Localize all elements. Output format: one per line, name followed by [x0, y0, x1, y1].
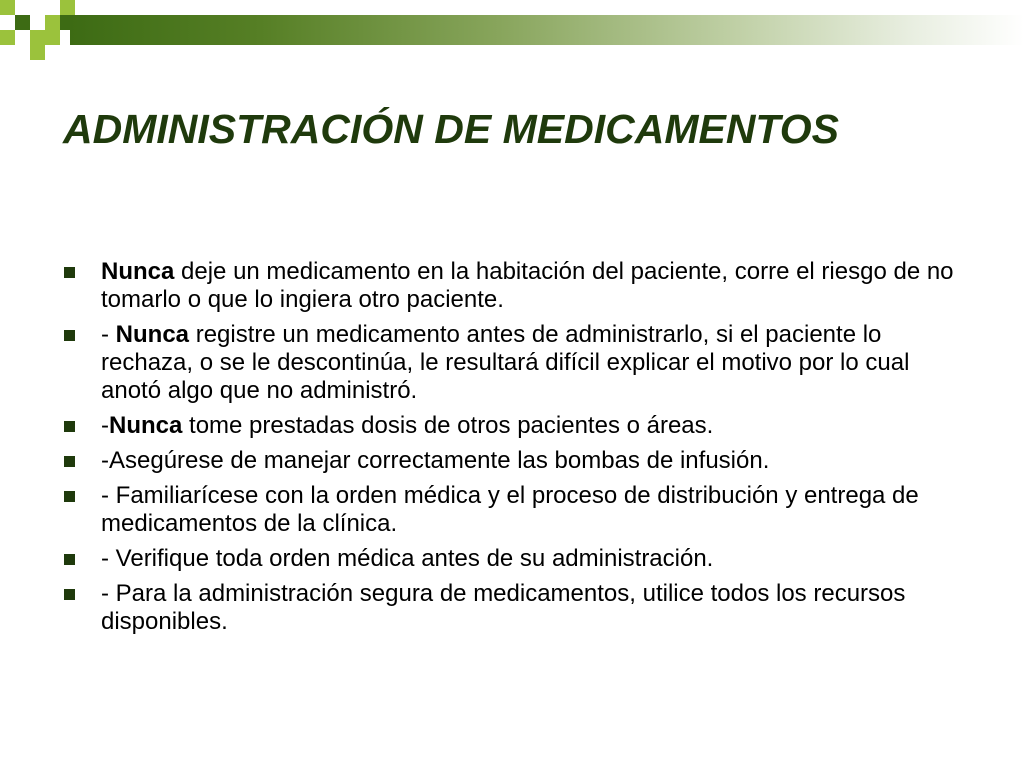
decor-square	[15, 15, 30, 30]
bullet-text	[101, 412, 713, 439]
bullet-item	[64, 545, 964, 573]
bullet-body: - Verifique toda orden médica antes de su administración.	[101, 545, 714, 572]
bullet-list	[64, 258, 964, 643]
decor-square	[30, 30, 45, 45]
bullet-text	[101, 545, 713, 572]
bullet-prefix: -	[101, 412, 109, 439]
decor-square	[0, 0, 15, 15]
bullet-text	[101, 447, 769, 474]
bullet-text	[101, 482, 919, 537]
square-bullet-icon	[64, 267, 75, 278]
bullet-item	[64, 321, 964, 405]
decor-square	[0, 30, 15, 45]
bullet-item	[64, 580, 964, 636]
header-gradient-band	[70, 15, 1024, 45]
bullet-item	[64, 482, 964, 538]
bullet-text	[101, 321, 909, 404]
square-bullet-icon	[64, 491, 75, 502]
decor-square	[60, 0, 75, 15]
bullet-item	[64, 258, 964, 314]
bullet-emphasis: Nunca	[101, 258, 175, 285]
square-bullet-icon	[64, 589, 75, 600]
square-bullet-icon	[64, 330, 75, 341]
bullet-body: - Para la administración segura de medicamentos, utilice todos los recursos disponibles.	[101, 580, 906, 635]
slide-title: ADMINISTRACIÓN DE MEDICAMENTOS	[63, 106, 839, 152]
bullet-body: deje un medicamento en la habitación del paciente, corre el riesgo de no tomarlo o que lo ingiera otro paciente.	[101, 258, 954, 313]
decor-square	[45, 15, 60, 30]
bullet-body: -Asegúrese de manejar correctamente las bombas de infusión.	[101, 447, 770, 474]
bullet-body: tome prestadas dosis de otros pacientes o áreas.	[182, 412, 714, 439]
square-bullet-icon	[64, 554, 75, 565]
bullet-prefix: -	[101, 321, 116, 348]
bullet-body: registre un medicamento antes de administrarlo, si el paciente lo rechaza, o se le descontinúa, le resultará difícil explicar el motivo por lo cual anotó algo que no administró.	[101, 321, 910, 404]
bullet-emphasis: Nunca	[115, 321, 190, 348]
decor-square	[30, 45, 45, 60]
bullet-emphasis: Nunca	[109, 412, 183, 439]
square-bullet-icon	[64, 456, 75, 467]
bullet-text	[101, 258, 954, 313]
decor-square	[45, 30, 60, 45]
bullet-body: - Familiarícese con la orden médica y el proceso de distribución y entrega de medicamentos de la clínica.	[101, 482, 919, 537]
bullet-item	[64, 447, 964, 475]
bullet-text	[101, 580, 905, 635]
square-bullet-icon	[64, 421, 75, 432]
bullet-item	[64, 412, 964, 440]
